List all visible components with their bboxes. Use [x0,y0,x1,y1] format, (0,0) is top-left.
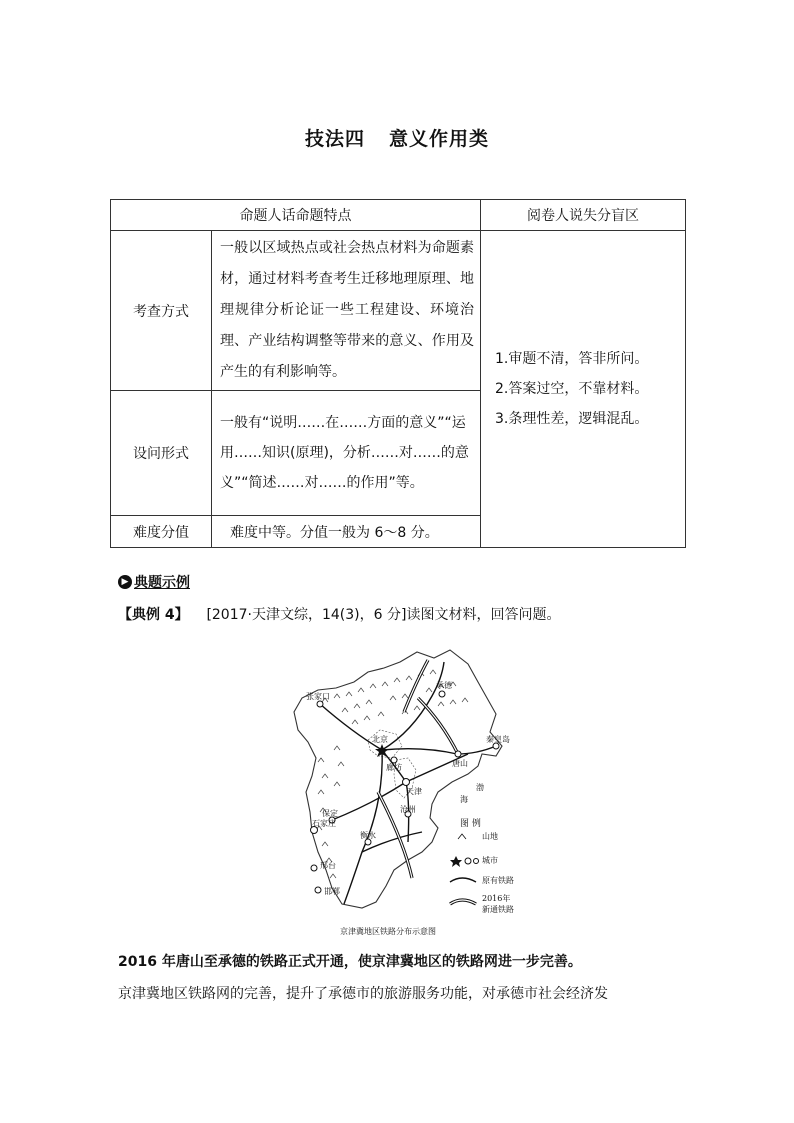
row-label: 难度分值 [111,516,212,548]
city-label: 秦皇岛 [486,735,510,744]
example-tag: 【典例 4】 [118,607,189,623]
page-title [0,124,794,151]
city-label: 承德 [436,681,452,690]
city-label: 邢台 [320,861,336,870]
city-label: 邯郸 [324,887,340,896]
map-caption: 京津冀地区铁路分布示意图 [340,927,436,936]
header-left: 命题人话命题特点 [111,200,481,231]
example-source: [2017·天津文综，14(3)，6 分]读图文材料，回答问题。 [206,607,561,623]
example-line [118,604,560,624]
section-heading [118,572,190,592]
section-label: 典题示例 [134,575,190,591]
city-label: 北京 [372,735,388,744]
row-label: 考查方式 [111,231,212,391]
pitfall-item: 1.审题不清，答非所问。 [495,351,649,367]
city-label: 廊坊 [386,763,402,772]
paragraph: 京津冀地区铁路网的完善，提升了承德市的旅游服务功能，对承德市社会经济发 [118,986,608,1002]
method-table [110,199,686,548]
city-label: 沧州 [400,805,416,814]
city-label: 天津 [406,787,422,796]
railway-map [282,642,552,942]
city-label: 保定 [322,809,338,818]
sea-label: 渤 [476,783,484,792]
legend-city-icon [474,859,479,864]
table-header-row [111,200,686,231]
city-label: 张家口 [306,692,330,701]
city-label: 衡水 [360,831,376,840]
legend-city-icon [465,858,471,864]
table-row [111,231,686,391]
legend-new-rail: 新通铁路 [482,905,514,914]
legend-new-rail: 2016年 [482,894,511,903]
pitfall-list [481,231,686,548]
row-content: 一般以区域热点或社会热点材料为命题素材，通过材料考查考生迁移地理原理、地理规律分析论证一些工程建设、环境治理、产业结构调整等带来的意义、作用及产生的有利影响等。 [212,231,481,391]
legend-mountain: 山地 [482,832,498,841]
title-technique: 技法四 [304,128,365,150]
pitfall-item: 3.条理性差，逻辑混乱。 [495,411,649,427]
row-content: 难度中等。分值一般为 6～8 分。 [212,516,481,548]
header-right: 阅卷人说失分盲区 [481,200,686,231]
row-content: 一般有“说明……在……方面的意义”“运用……知识(原理)，分析……对……的意义”“简述……对……的作用”等。 [212,391,481,516]
title-topic: 意义作用类 [389,128,490,150]
play-circle-icon: ▶ [118,575,132,589]
pitfall-item: 2.答案过空，不靠材料。 [495,381,649,397]
city-label: 石家庄 [312,819,336,828]
legend-title: 图 例 [460,819,481,829]
legend-star-icon [450,856,462,867]
legend-old-rail: 原有铁路 [482,876,514,885]
paragraph-bold: 2016 年唐山至承德的铁路正式开通，使京津冀地区的铁路网进一步完善。 [118,954,582,970]
sea-label: 海 [460,795,468,804]
city-label: 唐山 [452,759,468,768]
legend-mountain-icon [458,834,466,839]
row-label: 设问形式 [111,391,212,516]
legend-old-rail-icon [450,878,476,882]
mountain-hatching [316,670,468,878]
legend-city: 城市 [482,856,498,865]
